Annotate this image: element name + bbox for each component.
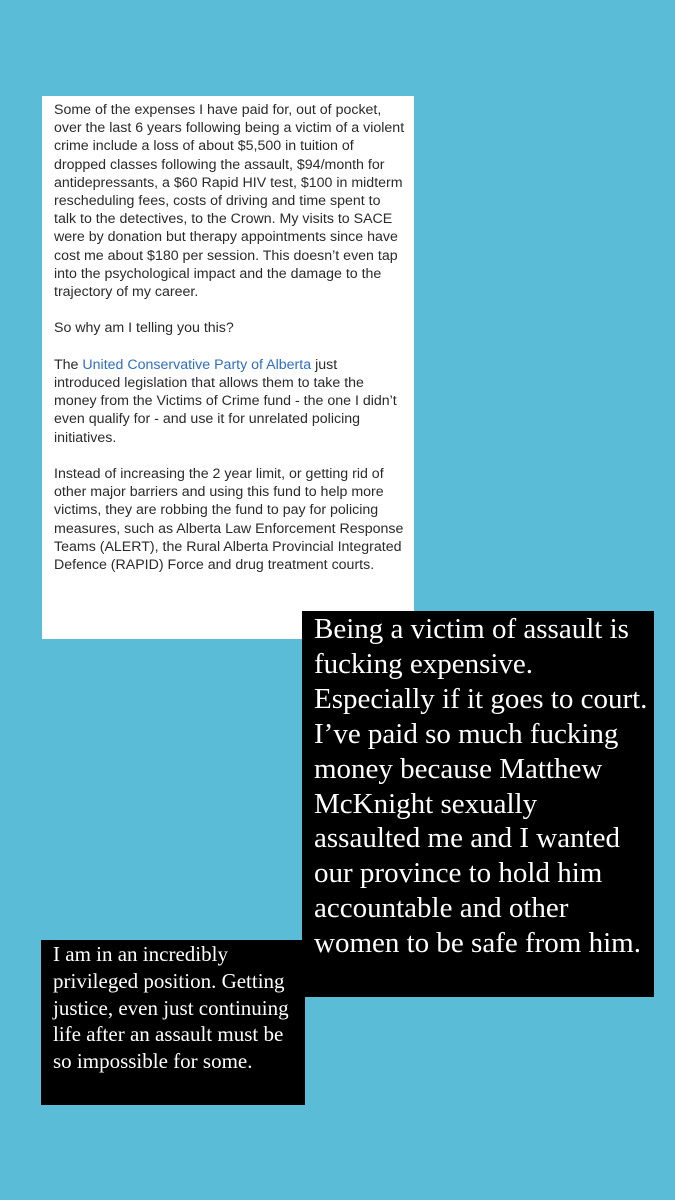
- legislation-prefix: The: [54, 356, 79, 373]
- ucp-link[interactable]: United Conservative Party of Alberta: [82, 356, 312, 373]
- screenshot-card: [42, 96, 414, 639]
- story-text-main: Being a victim of assault is fucking expensive. Especially if it goes to court. I’ve paid so much fucking money because Matthew McKnight sexually assaulted me and I wanted our province to hold him accountable and other women to be safe from him.: [302, 611, 654, 997]
- legislation-paragraph: [54, 356, 406, 447]
- story-text-small: I am in an incredibly privileged position. Getting justice, even just continuing life after an assault must be so impossible for some.: [41, 940, 305, 1105]
- question-paragraph: So why am I telling you this?: [54, 320, 234, 337]
- legislation-rest: just introduced legislation that allows them to take the money from the Victims of Crime fund - the one I didn’t even qualify for - and use it for unrelated policing initiatives.: [54, 356, 397, 446]
- expenses-paragraph: Some of the expenses I have paid for, out of pocket, over the last 6 years following being a victim of a violent crime include a loss of about $5,500 in tuition of dropped classes following the assault, $94/month for antidepressants, a $60 Rapid HIV test, $100 in midterm rescheduling fees, costs of driving and time spent to talk to the detectives, to the Crown. My visits to SACE were by donation but therapy appointments since have cost me about $180 per session. This doesn’t even tap into the psychological impact and the damage to the trajectory of my career.: [54, 102, 405, 301]
- fund-paragraph: Instead of increasing the 2 year limit, or getting rid of other major barriers and using this fund to help more victims, they are robbing the fund to pay for policing measures, such as Alberta Law Enforcement Response Teams (ALERT), the Rural Alberta Provincial Integrated Defence (RAPID) Force and drug treatment courts.: [54, 466, 404, 574]
